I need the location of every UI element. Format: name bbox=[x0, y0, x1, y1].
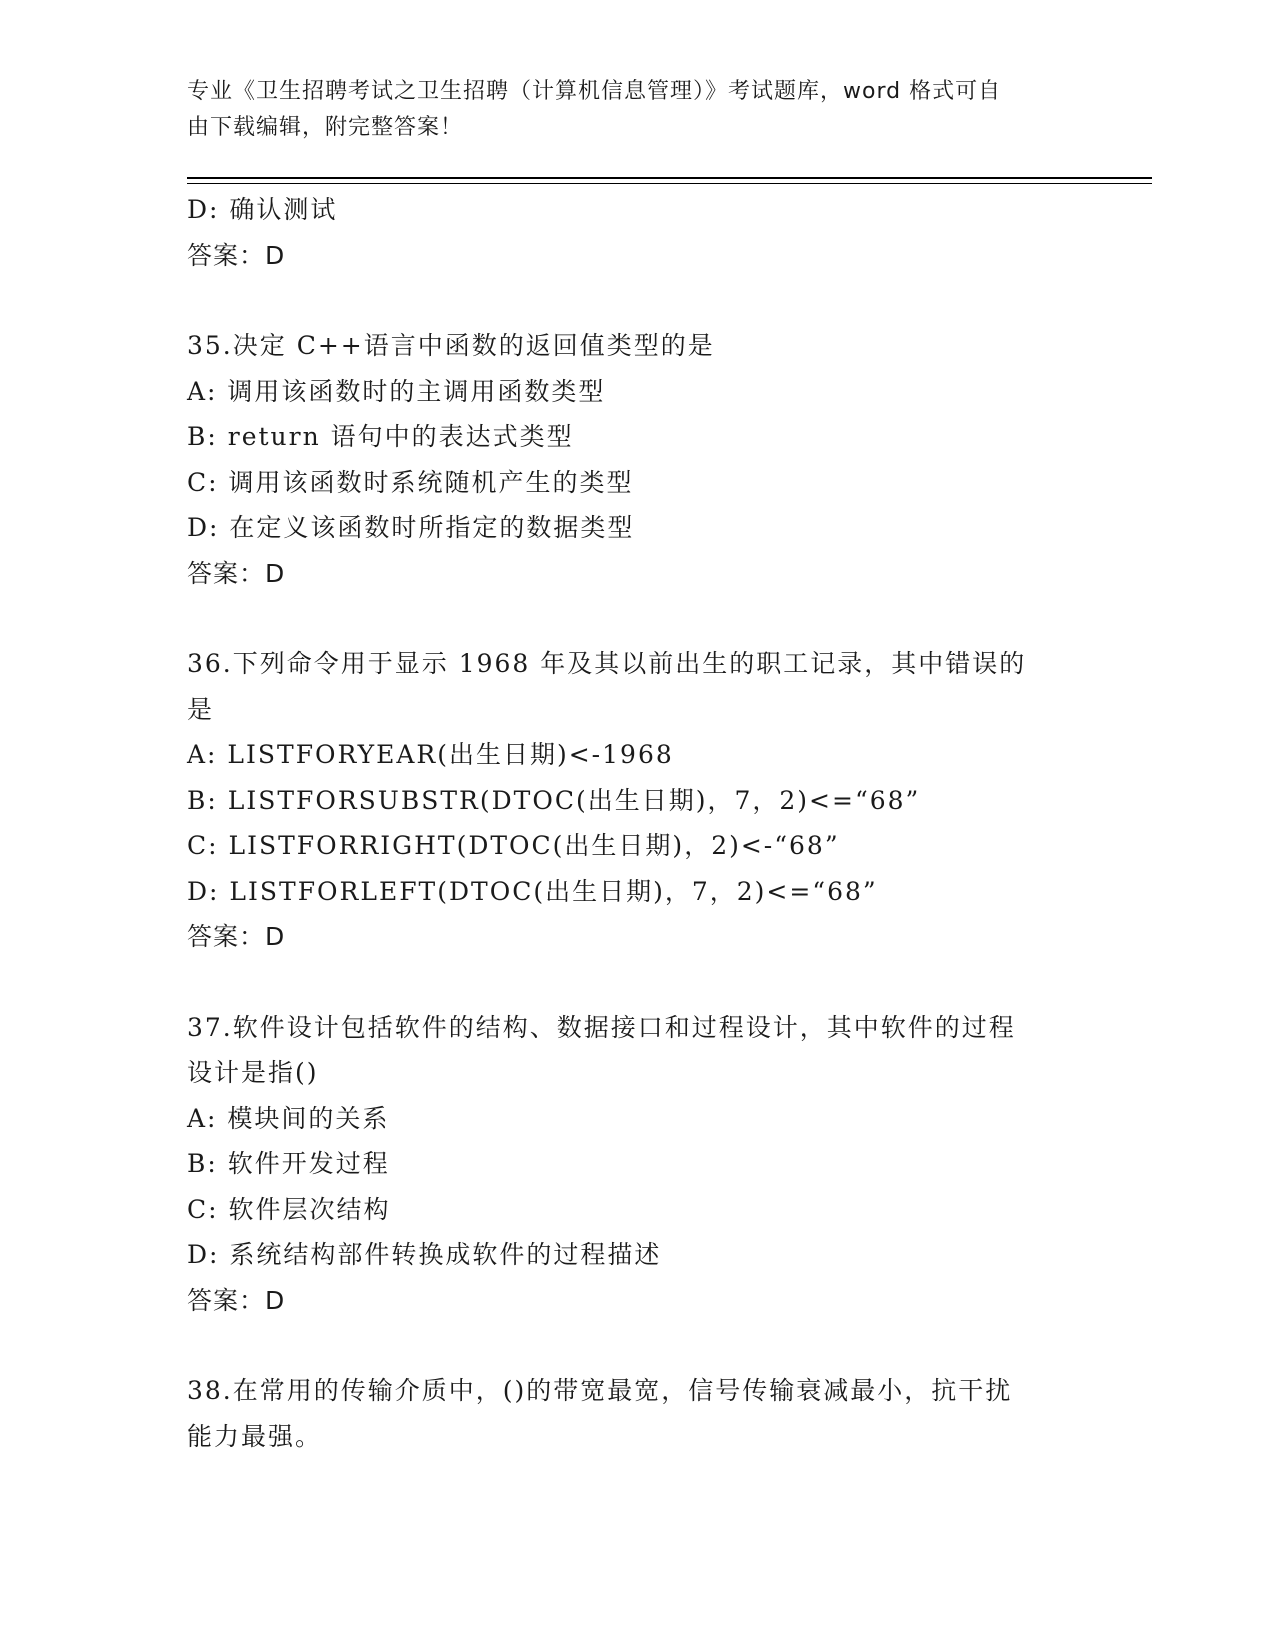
question-37 bbox=[187, 1005, 1087, 1324]
document-header bbox=[187, 74, 1067, 146]
option-d: D: 确认测试 bbox=[187, 195, 338, 224]
header-line-2: 由下载编辑，附完整答案！ bbox=[187, 115, 464, 140]
question-stem-continued: 是 bbox=[187, 694, 215, 724]
question-stem: 37.软件设计包括软件的结构、数据接口和过程设计，其中软件的过程 bbox=[187, 1012, 1016, 1042]
spacer bbox=[187, 278, 1087, 323]
option-a: A: 模块间的关系 bbox=[187, 1103, 390, 1133]
spacer bbox=[187, 596, 1087, 641]
option-c: C: 软件层次结构 bbox=[187, 1194, 391, 1224]
question-36 bbox=[187, 641, 1087, 960]
question-35 bbox=[187, 323, 1087, 596]
option-b: B: 软件开发过程 bbox=[187, 1149, 390, 1178]
question-stem: 35.决定 C++语言中函数的返回值类型的是 bbox=[187, 331, 715, 360]
header-rule-thick bbox=[187, 177, 1152, 179]
header-line-1: 专业《卫生招聘考试之卫生招聘（计算机信息管理）》考试题库，word 格式可自 bbox=[187, 79, 1002, 104]
option-d: D: 系统结构部件转换成软件的过程描述 bbox=[187, 1240, 662, 1269]
option-d: D: 在定义该函数时所指定的数据类型 bbox=[187, 513, 635, 542]
option-d: D: LISTFORLEFT(DTOC(出生日期)，7，2)<=“68” bbox=[187, 876, 878, 906]
header-rule-thin bbox=[187, 183, 1152, 184]
question-stem-continued: 设计是指() bbox=[187, 1058, 319, 1087]
answer-line: 答案：D bbox=[187, 558, 286, 588]
answer-line: 答案：D bbox=[187, 922, 286, 951]
option-c: C: 调用该函数时系统随机产生的类型 bbox=[187, 467, 634, 497]
answer-line: 答案：D bbox=[187, 240, 286, 270]
spacer bbox=[187, 960, 1087, 1005]
answer-line: 答案：D bbox=[187, 1285, 286, 1315]
spacer bbox=[187, 1323, 1087, 1368]
option-c: C: LISTFORRIGHT(DTOC(出生日期)，2)<-“68” bbox=[187, 831, 840, 860]
question-list bbox=[187, 187, 1087, 1459]
option-b: B: return 语句中的表达式类型 bbox=[187, 422, 574, 451]
question-38 bbox=[187, 1368, 1087, 1459]
option-a: A: LISTFORYEAR(出生日期)<-1968 bbox=[187, 740, 674, 769]
question-fragment bbox=[187, 187, 1087, 278]
question-stem-continued: 能力最强。 bbox=[187, 1421, 323, 1451]
question-stem: 36.下列命令用于显示 1968 年及其以前出生的职工记录，其中错误的 bbox=[187, 649, 1027, 678]
question-stem: 38.在常用的传输介质中，()的带宽最宽，信号传输衰减最小，抗干扰 bbox=[187, 1376, 1013, 1405]
option-b: B: LISTFORSUBSTR(DTOC(出生日期)，7，2)<=“68” bbox=[187, 785, 921, 815]
option-a: A: 调用该函数时的主调用函数类型 bbox=[187, 376, 606, 406]
